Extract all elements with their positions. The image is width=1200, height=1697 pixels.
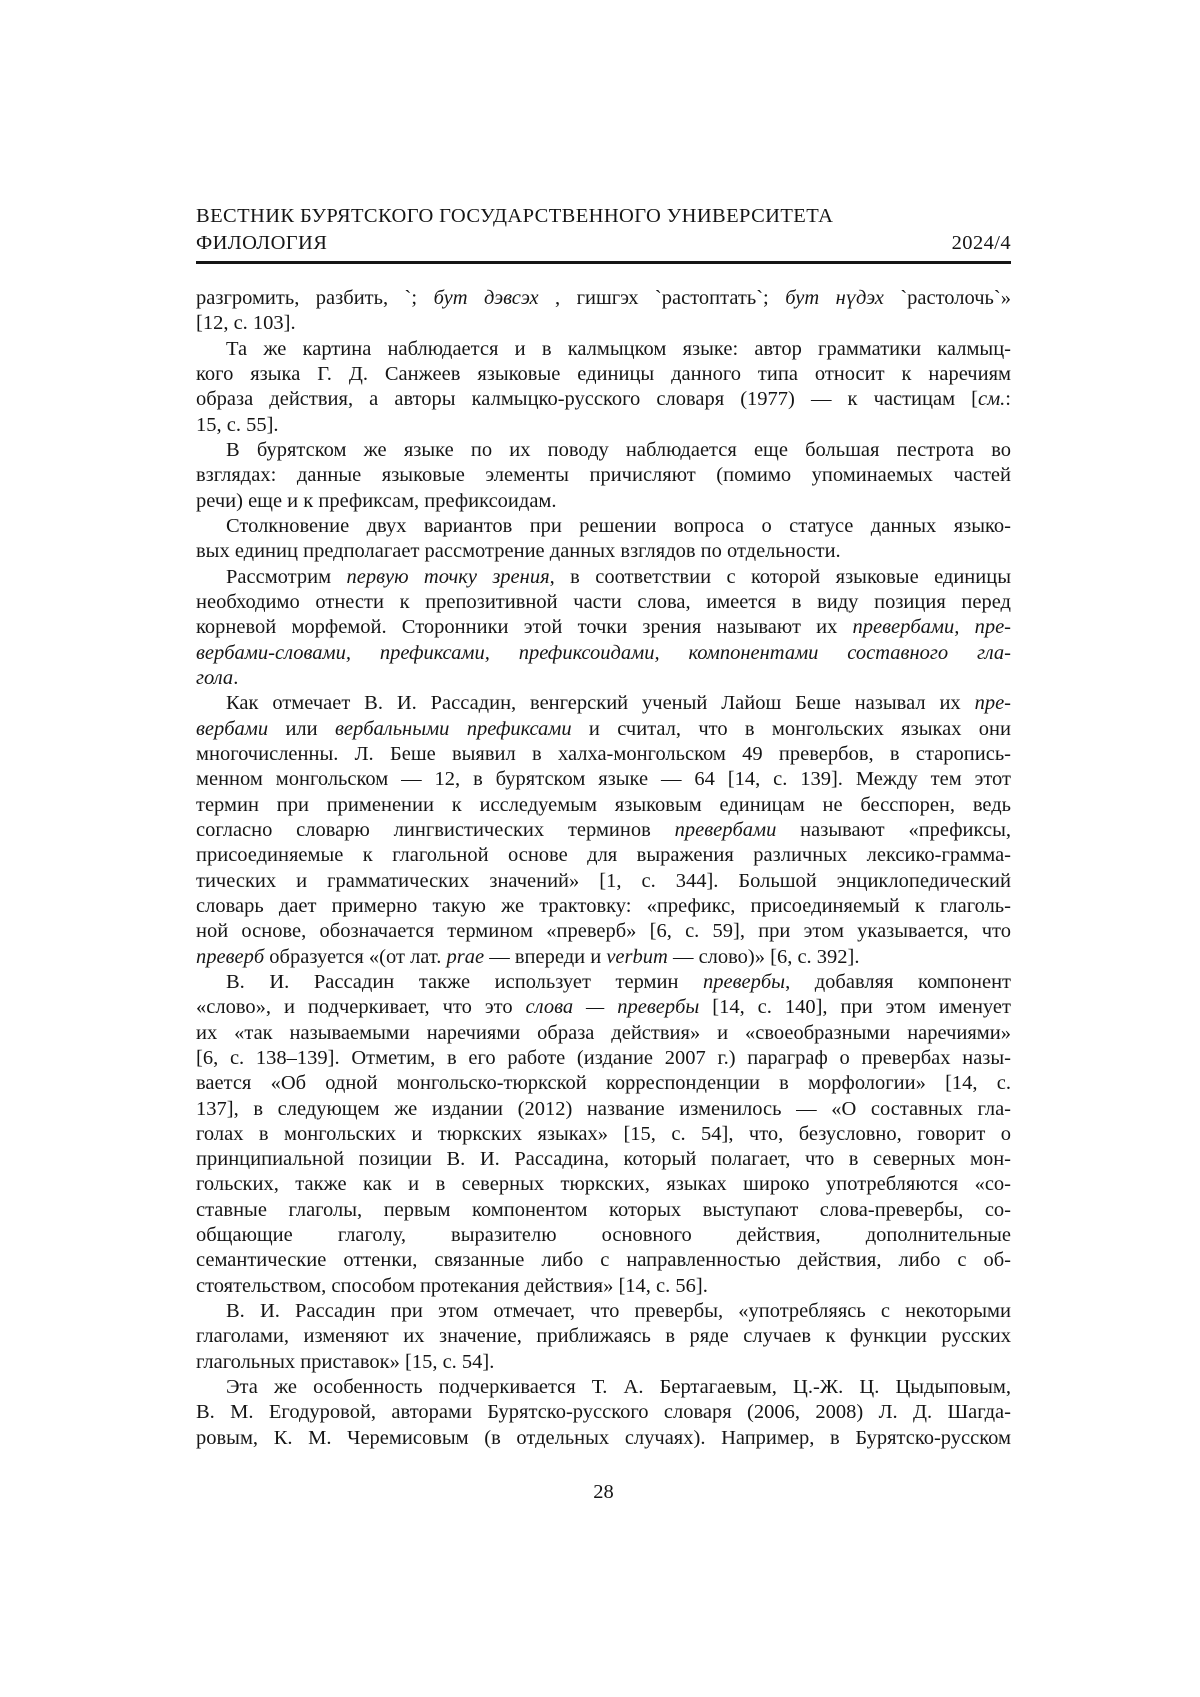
italic-run: первую точку зрения [346, 565, 550, 588]
text-line [196, 1071, 1011, 1096]
text-run: В. М. Егодуровой, авторами Бурятско-русского словаря (2006, 2008) Л. Д. Шагда- [196, 1401, 1011, 1424]
text-line [196, 362, 1011, 387]
text-run: речи) еще и к префиксам, префиксоидам. [196, 489, 557, 512]
text-run: глаголами, изменяют их значение, приближаясь в ряде случаев к функции русских [196, 1325, 1011, 1348]
paragraph [196, 337, 1011, 438]
italic-run: см. [977, 388, 1006, 411]
text-run: и считал, что в монгольских языках они [571, 717, 1011, 740]
italic-run: вербами-словами, префиксами, префиксоидами, компонентами составного гла- [196, 641, 1011, 664]
italic-run: бут нүдэх [785, 287, 884, 309]
text-run: образа действия, а авторы калмыцко-русского словаря (1977) — к частицам [ [196, 388, 978, 411]
italic-run: слова — превербы [525, 996, 700, 1019]
text-run: В бурятском же языке по их поводу наблюдается еще большая пестрота во [226, 438, 1011, 461]
text-run: или [268, 717, 335, 740]
text-run: . [233, 666, 239, 689]
text-run: согласно словарю лингвистических терминов [196, 818, 675, 841]
text-line [196, 1122, 1011, 1147]
journal-title: ВЕСТНИК БУРЯТСКОГО ГОСУДАРСТВЕННОГО УНИВЕРСИТЕТА [196, 205, 834, 227]
scanned-page [196, 203, 1011, 1503]
text-line [196, 1426, 1011, 1451]
text-line [196, 691, 1011, 716]
text-run: голах в монгольских и тюркских языках» [15, с. 54], что, безусловно, говорит о [196, 1122, 1011, 1145]
text-line [196, 1046, 1011, 1071]
text-run: ставные глаголы, первым компонентом которых выступают слова-превербы, со- [196, 1198, 1011, 1221]
text-line [196, 919, 1011, 944]
text-run: называют «префиксы, [776, 818, 1011, 841]
italic-run: бут дэвсэх [433, 287, 539, 309]
text-line [196, 1350, 1011, 1375]
text-run: , добавляя компонент [785, 970, 1011, 993]
journal-section: ФИЛОЛОГИЯ [196, 232, 328, 254]
text-line [196, 1324, 1011, 1349]
text-run: — слово)» [6, с. 392]. [667, 945, 860, 968]
text-run: вых единиц предполагает рассмотрение данных взглядов по отдельности. [196, 540, 841, 563]
text-line [196, 1274, 1011, 1299]
text-line [196, 717, 1011, 742]
text-line [196, 1400, 1011, 1425]
text-run: стоятельством, способом протекания действия» [14, с. 56]. [196, 1274, 708, 1297]
text-line [196, 666, 1011, 691]
text-line [196, 311, 1011, 336]
text-line [196, 1172, 1011, 1197]
paragraph [196, 1375, 1011, 1451]
italic-run: verbum [606, 945, 668, 968]
text-run: , в соответствии с которой языковые единицы [549, 565, 1011, 588]
text-run: [12, с. 103]. [196, 312, 296, 335]
text-run: корневой морфемой. Сторонники этой точки зрения называют их [196, 616, 853, 639]
text-run: Столкновение двух вариантов при решении вопроса о статусе данных языко- [226, 514, 1011, 537]
text-line [196, 1198, 1011, 1223]
text-run: многочисленны. Л. Беше выявил в халха-монгольском 49 превербов, в старопись- [196, 742, 1011, 765]
text-run: образуется «(от лат. [264, 945, 447, 968]
text-line [196, 1021, 1011, 1046]
text-line [196, 894, 1011, 919]
italic-run: преверб [196, 945, 265, 968]
paragraph [196, 691, 1011, 970]
text-line [196, 641, 1011, 666]
text-run: гольских, также как и в северных тюркских, языках широко употребляются «со- [196, 1173, 1011, 1196]
text-line [196, 1097, 1011, 1122]
text-run: Как отмечает В. И. Рассадин, венгерский ученый Лайош Беше называл их [226, 692, 975, 715]
text-run: : [1005, 388, 1011, 411]
text-line [196, 1248, 1011, 1273]
italic-run: пре- [974, 692, 1011, 715]
text-run: глагольных приставок» [15, с. 54]. [196, 1350, 495, 1373]
text-line [196, 387, 1011, 412]
text-line [196, 463, 1011, 488]
article-body [196, 286, 1011, 1451]
italic-run: превербы [703, 970, 786, 993]
text-run: принципиальной позиции В. И. Рассадина, который полагает, что в северных мон- [196, 1148, 1011, 1171]
header-rule [196, 261, 1011, 264]
text-run: менном монгольском — 12, в бурятском языке — 64 [14, с. 139]. Между тем этот [196, 768, 1011, 791]
text-line [196, 1147, 1011, 1172]
italic-run: превербами, пре- [852, 616, 1011, 639]
paragraph [196, 970, 1011, 1299]
text-line [196, 742, 1011, 767]
text-run: разгромить, разбить, `; [196, 287, 434, 309]
text-line [196, 818, 1011, 843]
text-run: , гишгэх `растоптать`; [538, 287, 786, 309]
italic-run: гола [196, 666, 234, 689]
text-line [196, 565, 1011, 590]
text-run: [14, с. 140], при этом именует [699, 996, 1011, 1019]
text-run: В. И. Рассадин при этом отмечает, что превербы, «употребляясь с некоторыми [226, 1300, 1011, 1323]
italic-run: prae [446, 945, 485, 968]
text-run: необходимо отнести к препозитивной части слова, имеется в виду позиция перед [196, 590, 1011, 613]
text-run: вается «Об одной монгольско-тюркской корреспонденции в морфологии» [14, с. [196, 1072, 1011, 1095]
text-line [196, 413, 1011, 438]
text-run: ровым, К. М. Черемисовым (в отдельных случаях). Например, в Бурятско-русском [196, 1426, 1011, 1449]
italic-run: вербальными префиксами [334, 717, 572, 740]
text-run: семантические оттенки, связанные либо с направленностью действия, либо с об- [196, 1249, 1011, 1272]
text-run: «слово», и подчеркивает, что это [196, 996, 526, 1019]
text-line [196, 995, 1011, 1020]
text-run: общающие глаголу, выразителю основного действия, дополнительные [196, 1224, 1011, 1247]
text-line [196, 767, 1011, 792]
text-line [196, 843, 1011, 868]
text-run: 15, с. 55]. [196, 413, 279, 436]
text-line [196, 337, 1011, 362]
paragraph [196, 565, 1011, 692]
text-line [196, 945, 1011, 970]
text-line [196, 489, 1011, 514]
text-run: В. И. Рассадин также использует термин [226, 970, 704, 993]
text-line [196, 514, 1011, 539]
paragraph [196, 438, 1011, 514]
text-run: — впереди и [484, 945, 607, 968]
text-line [196, 590, 1011, 615]
paragraph [196, 514, 1011, 565]
journal-header [196, 203, 1011, 264]
text-run: термин при применении к исследуемым языковым единицам не бесспорен, ведь [196, 793, 1011, 816]
text-run: [6, с. 138–139]. Отметим, в его работе (издание 2007 г.) параграф о превербах назы- [196, 1046, 1011, 1069]
text-line [196, 539, 1011, 564]
text-line [196, 1299, 1011, 1324]
journal-section-row [196, 230, 1011, 257]
italic-run: вербами [196, 717, 269, 740]
journal-issue: 2024/4 [951, 232, 1011, 254]
text-line [196, 970, 1011, 995]
italic-run: превербами [674, 818, 777, 841]
page-number: 28 [593, 1481, 614, 1503]
text-run: взглядах: данные языковые элементы причисляют (помимо упоминаемых частей [196, 464, 1011, 487]
text-line [196, 793, 1011, 818]
text-run: 137], в следующем же издании (2012) название изменилось — «О составных гла- [196, 1097, 1011, 1120]
text-run: кого языка Г. Д. Санжеев языковые единицы данного типа относит к наречиям [196, 362, 1011, 385]
paragraph [196, 286, 1011, 337]
text-line [196, 869, 1011, 894]
text-line [196, 1223, 1011, 1248]
text-line [196, 438, 1011, 463]
text-run: ной основе, обозначается термином «преверб» [6, с. 59], при этом указывается, что [196, 920, 1011, 943]
text-run: Эта же особенность подчеркивается Т. А. Бертагаевым, Ц.-Ж. Ц. Цыдыповым, [226, 1376, 1011, 1399]
text-line [196, 1375, 1011, 1400]
text-run: присоединяемые к глагольной основе для выражения различных лексико-грамма- [196, 844, 1011, 867]
text-line [196, 286, 1011, 311]
text-run: Та же картина наблюдается и в калмыцком языке: автор грамматики калмыц- [226, 337, 1011, 360]
paragraph [196, 1299, 1011, 1375]
text-run: тических и грамматических значений» [1, с. 344]. Большой энциклопедический [196, 869, 1011, 892]
text-run: `растолочь`» [883, 287, 1011, 309]
text-line [196, 615, 1011, 640]
text-run: словарь дает примерно такую же трактовку: «префикс, присоединяемый к глаголь- [196, 894, 1011, 917]
text-run: Рассмотрим [226, 565, 347, 588]
text-run: их «так называемыми наречиями образа действия» и «своеобразными наречиями» [196, 1021, 1011, 1044]
